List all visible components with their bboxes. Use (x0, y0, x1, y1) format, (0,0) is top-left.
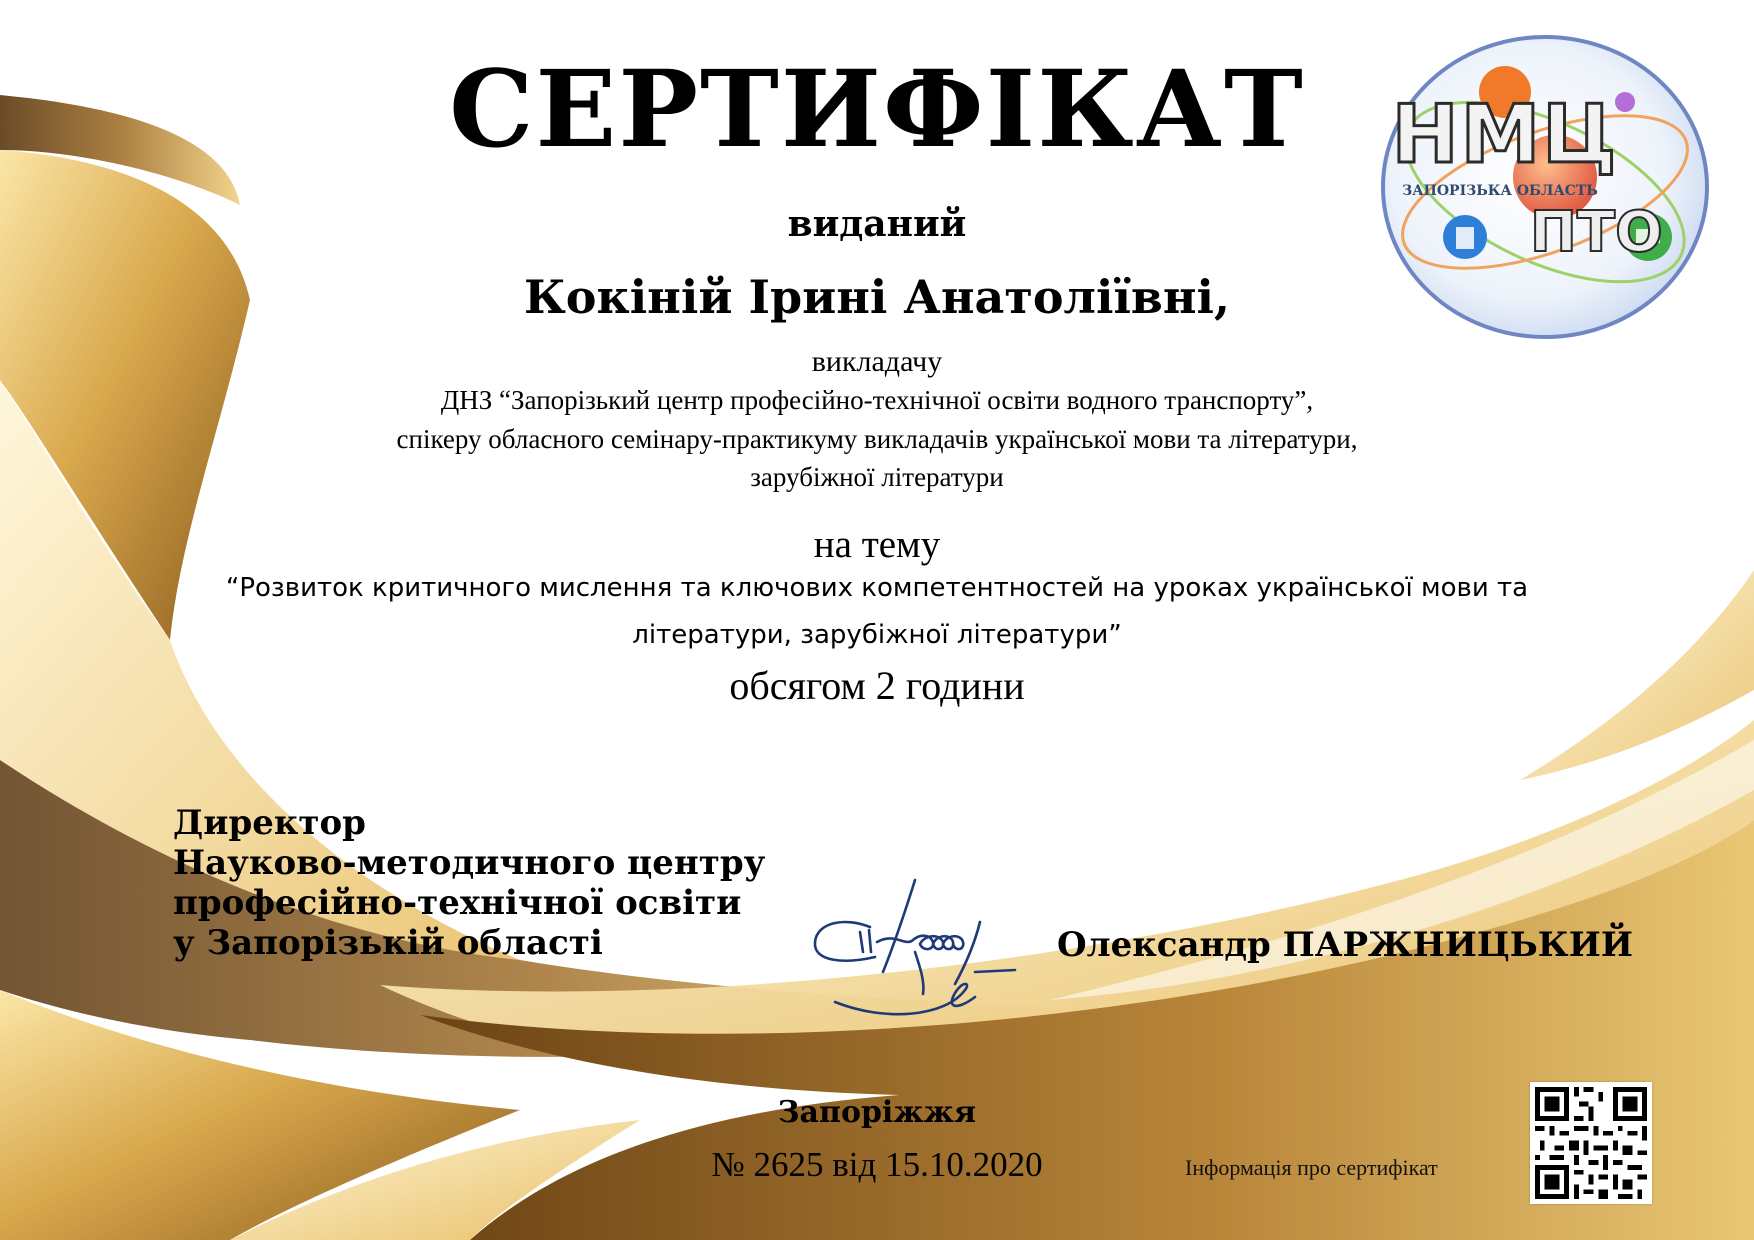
organization-line: зарубіжної літератури (750, 462, 1004, 492)
topic-label: на тему (813, 523, 941, 566)
logo-region-text: ЗАПОРІЗЬКА ОБЛАСТЬ (1402, 183, 1598, 199)
recipient-name: Кокіній Ірині Анатоліївні, (523, 270, 1231, 324)
organization-line: ДНЗ “Запорізький центр професійно-технічної освіти водного транспорту”, (440, 385, 1314, 415)
qr-code[interactable] (1530, 1082, 1652, 1204)
logo-secondary-text: ПТО (1530, 200, 1663, 265)
signatory-position-line: професійно-технічної освіти (173, 883, 742, 923)
issued-label: виданий (787, 203, 967, 245)
issue-city: Запоріжжя (777, 1095, 977, 1130)
recipient-role: викладачу (811, 345, 943, 378)
certificate-title: СЕРТИФІКАТ (449, 46, 1305, 171)
handwritten-signature (805, 872, 1055, 1032)
certificate-info-label: Інформація про сертифікат (1185, 1155, 1438, 1180)
signatory-position-line: Директор (173, 803, 366, 843)
logo-main-text: НМЦ (1391, 88, 1619, 181)
signatory-position-line: Науково-методичного центру (173, 843, 766, 883)
topic-text-line: літератури, зарубіжної літератури” (632, 620, 1122, 650)
organization-line: спікеру обласного семінару-практикуму викладачів української мови та літератури, (396, 424, 1358, 454)
topic-text-line: “Розвиток критичного мислення та ключових компетентностей на уроках української мови та (225, 573, 1529, 603)
certificate-number: № 2625 від 15.10.2020 (711, 1145, 1043, 1184)
course-duration: обсягом 2 години (729, 663, 1025, 708)
signatory-position-line: у Запорізькій області (173, 923, 603, 963)
signatory-name: Олександр ПАРЖНИЦЬКИЙ (1057, 925, 1633, 965)
